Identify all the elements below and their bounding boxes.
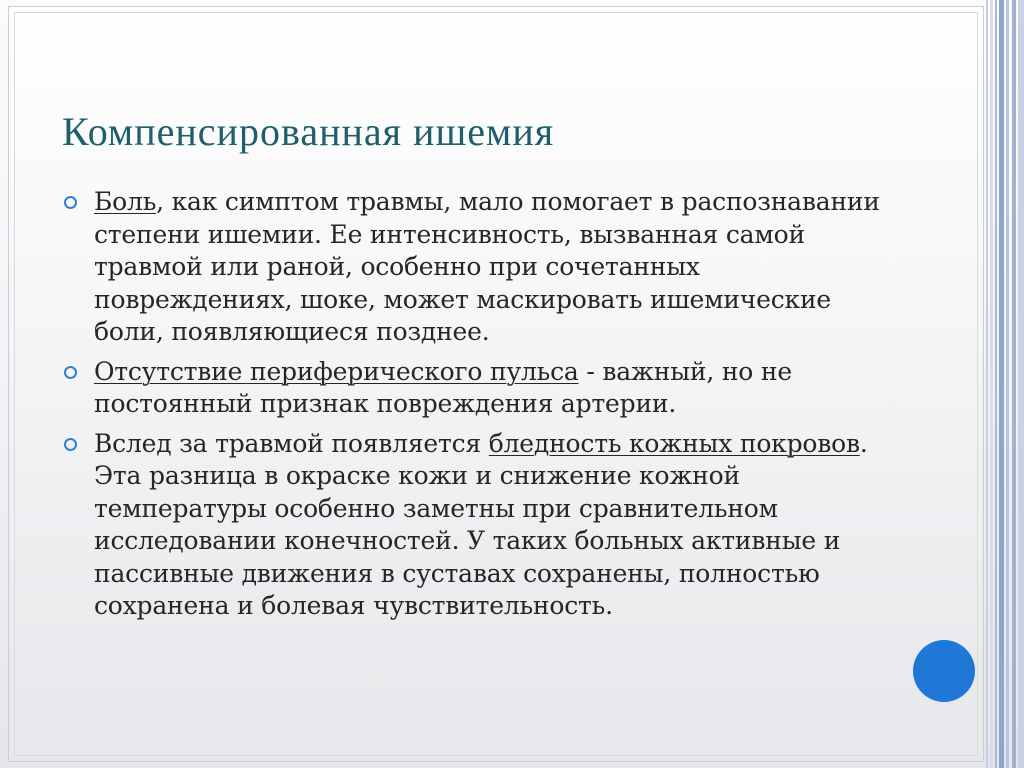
- slide-title: Компенсированная ишемия: [62, 109, 555, 154]
- stripe: [990, 0, 993, 768]
- filled-circle-icon: [913, 640, 975, 702]
- stripe: [1006, 0, 1009, 768]
- stripe: [986, 0, 988, 768]
- stripe: [999, 0, 1004, 768]
- bullet-list: [64, 186, 904, 630]
- bullet-item-pain: [64, 186, 904, 349]
- stripe: [995, 0, 997, 768]
- ring-bullet-icon: [64, 196, 77, 209]
- bullet-text: - важный, но не постоянный признак повреждения артерии.: [94, 356, 792, 418]
- bullet-item-pulse: [64, 356, 904, 421]
- stripe: [1012, 0, 1016, 768]
- bullet-item-pallor: [64, 428, 904, 623]
- bullet-text: , как симптом травмы, мало помогает в распознавании степени ишемии. Ее интенсивность, вызванная самой травмой или раной, особенно при сочетанных повреждениях, шоке, может маскировать ишемические боли, появляющиеся позднее.: [94, 187, 880, 346]
- underlined-term-pallor: бледность кожных покровов: [488, 428, 860, 458]
- bullet-text: . Эта разница в окраске кожи и снижение кожной температуры особенно заметны при сравнительном исследовании конечностей. У таких больных активные и пассивные движения в суставах сохранены, полностью сохранена и болевая чувствительность.: [94, 428, 868, 620]
- ring-bullet-icon: [64, 438, 77, 451]
- bullet-text-before: Вслед за травмой появляется: [94, 428, 489, 458]
- right-edge-stripes: [986, 0, 1024, 768]
- ring-bullet-icon: [64, 366, 77, 379]
- underlined-term-pain: Боль: [94, 187, 157, 216]
- underlined-term-pulse: Отсутствие периферического пульса: [94, 356, 579, 386]
- stripe: [1018, 0, 1024, 768]
